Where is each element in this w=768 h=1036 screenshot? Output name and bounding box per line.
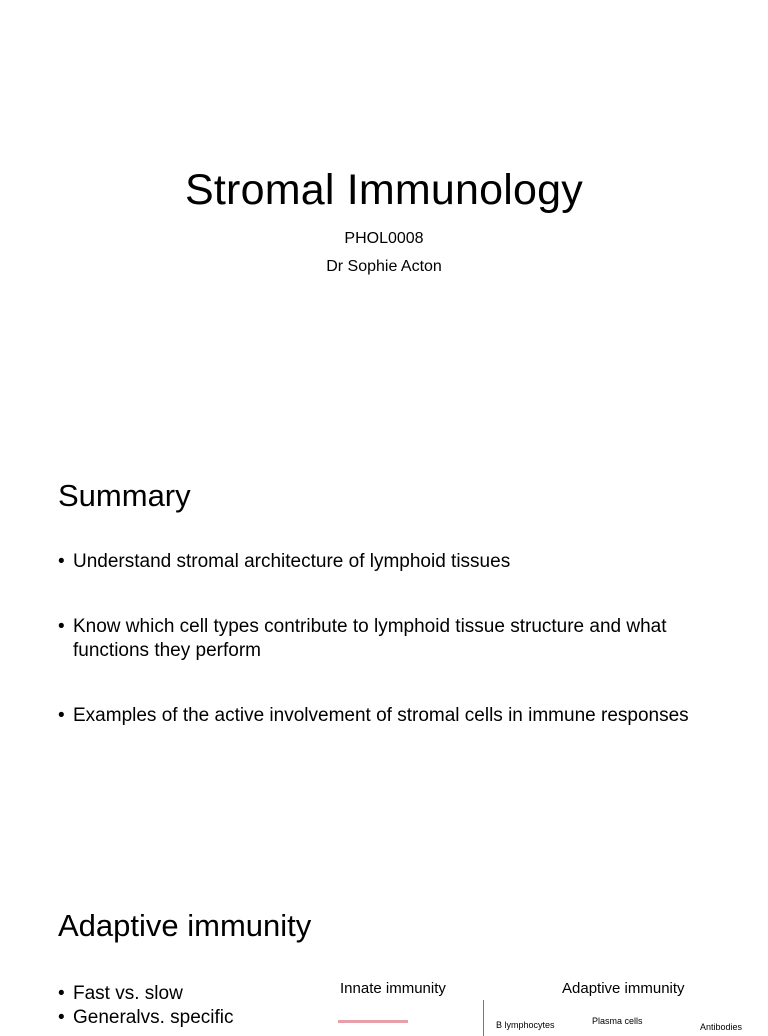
bullet-icon: •: [58, 1007, 65, 1028]
adaptive-immunity-label: Adaptive immunity: [562, 980, 685, 997]
summary-bullet-list: [58, 550, 698, 769]
adaptive-immunity-slide: [0, 864, 768, 1032]
bullet-text: Know which cell types contribute to lymphoid tissue structure and what functions they perform: [73, 616, 667, 661]
bullet-text: Understand stromal architecture of lymphoid tissues: [73, 551, 511, 572]
bullet-text: Generalvs. specific: [73, 1007, 234, 1028]
adaptive-heading: Adaptive immunity: [58, 908, 312, 943]
bullet-icon: •: [58, 616, 65, 637]
list-item: [58, 615, 698, 663]
b-lymphocytes-label: B lymphocytes: [496, 1020, 555, 1030]
innate-immunity-label: Innate immunity: [340, 980, 446, 997]
plasma-cells-label: Plasma cells: [592, 1016, 643, 1026]
summary-slide: [0, 432, 768, 864]
title-slide: [0, 0, 768, 432]
list-item: [58, 704, 698, 728]
bullet-icon: •: [58, 705, 65, 726]
immunity-figure: [330, 976, 768, 1036]
bullet-icon: •: [58, 551, 65, 572]
bullet-icon: •: [58, 983, 65, 1004]
course-code: PHOL0008: [344, 230, 424, 247]
list-item: [58, 982, 318, 1006]
list-item: [58, 1006, 318, 1030]
bullet-text: Fast vs. slow: [73, 983, 183, 1004]
author-name: Dr Sophie Acton: [326, 258, 442, 275]
adaptive-bullet-list: [58, 982, 318, 1030]
list-item: [58, 550, 698, 574]
summary-heading: Summary: [58, 478, 191, 513]
antibodies-label: Antibodies: [700, 1022, 743, 1032]
presentation-title: Stromal Immunology: [185, 166, 583, 214]
cell-illustration: [338, 1020, 408, 1023]
figure-divider: [483, 1000, 484, 1036]
bullet-text: Examples of the active involvement of stromal cells in immune responses: [73, 705, 689, 726]
